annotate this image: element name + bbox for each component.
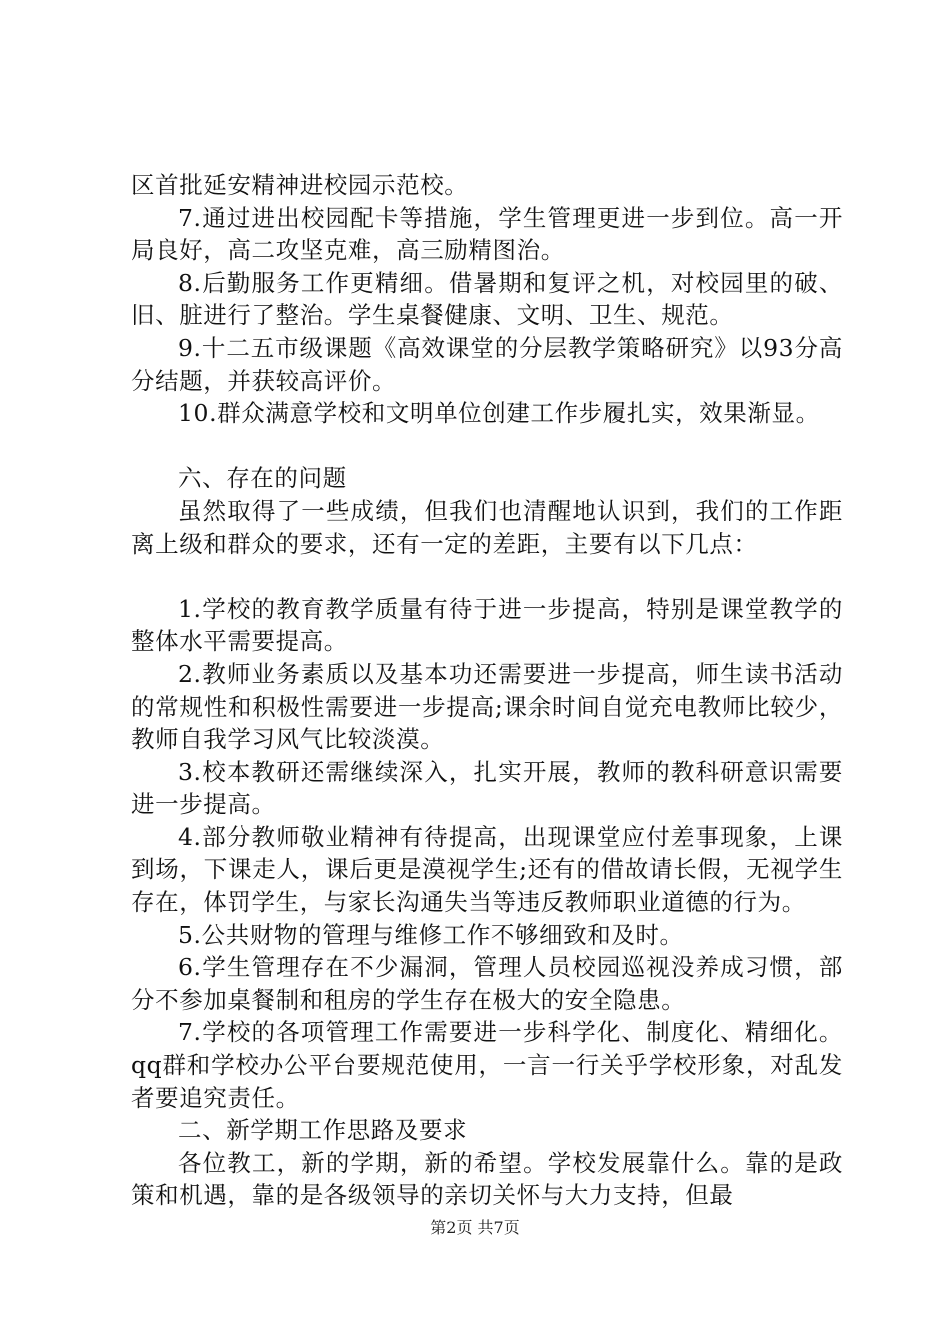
paragraph: 10.群众满意学校和文明单位创建工作步履扎实，效果渐显。 <box>178 399 820 428</box>
paragraph: 六、存在的问题 <box>178 464 347 493</box>
paragraph: 8.后勤服务工作更精细。借暑期和复评之机，对校园里的破、旧、脏进行了整治。学生桌餐健康、文明、卫生、规范。 <box>131 268 843 330</box>
paragraph: 各位教工，新的学期，新的希望。学校发展靠什么。靠的是政策和机遇，靠的是各级领导的亲切关怀与大力支持，但最 <box>131 1148 843 1210</box>
paragraph: 7.通过进出校园配卡等措施，学生管理更进一步到位。高一开局良好，高二攻坚克难，高三励精图治。 <box>131 203 843 265</box>
paragraph: 区首批延安精神进校园示范校。 <box>131 171 469 199</box>
paragraph: 二、新学期工作思路及要求 <box>178 1116 468 1145</box>
paragraph-spacer <box>131 560 843 593</box>
paragraph: 6.学生管理存在不少漏洞，管理人员校园巡视没养成习惯，部分不参加桌餐制和租房的学生存在极大的安全隐患。 <box>131 953 843 1014</box>
paragraph: 4.部分教师敬业精神有待提高，出现课堂应付差事现象，上课到场，下课走人，课后更是漠视学生;还有的借故请长假，无视学生存在，体罚学生，与家长沟通失当等违反教师职业道德的行为。 <box>131 822 843 917</box>
page-footer: 第2页 共7页 <box>430 1218 520 1237</box>
paragraph-spacer <box>131 430 843 463</box>
paragraph: 9.十二五市级课题《高效课堂的分层教学策略研究》以93分高分结题，并获较高评价。 <box>131 333 843 395</box>
paragraph: 7.学校的各项管理工作需要进一步科学化、制度化、精细化。qq群和学校办公平台要规范使用，一言一行关乎学校形象，对乱发者要追究责任。 <box>131 1018 843 1112</box>
paragraph: 1.学校的教育教学质量有待于进一步提高，特别是课堂教学的整体水平需要提高。 <box>131 594 843 656</box>
paragraph: 5.公共财物的管理与维修工作不够细致和及时。 <box>178 920 684 949</box>
paragraph: 虽然取得了一些成绩，但我们也清醒地认识到，我们的工作距离上级和群众的要求，还有一定的差距，主要有以下几点： <box>131 496 843 558</box>
document-body <box>131 169 843 1212</box>
paragraph: 2.教师业务素质以及基本功还需要进一步提高，师生读书活动的常规性和积极性需要进一步提高;课余时间自觉充电教师比较少，教师自我学习风气比较淡漠。 <box>131 659 843 754</box>
paragraph: 3.校本教研还需继续深入，扎实开展，教师的教科研意识需要进一步提高。 <box>131 757 843 819</box>
